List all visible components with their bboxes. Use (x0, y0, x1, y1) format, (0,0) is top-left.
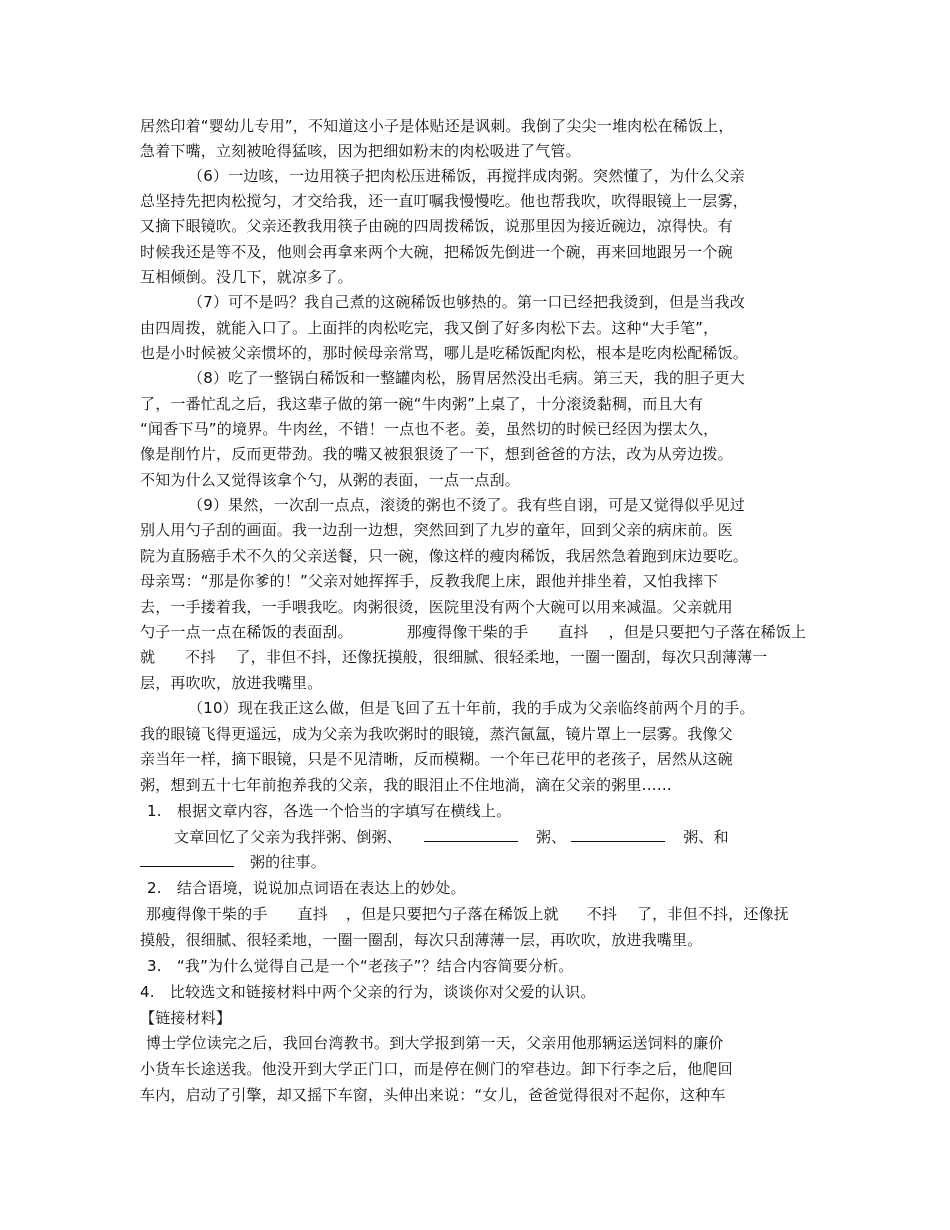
text-segment: 那瘦得像干柴的手 (146, 905, 268, 923)
paragraph-9-start: （9）果然，一次刮一点点，滚烫的粥也不烫了。我有些自诩，可是又觉得似乎见过 (188, 496, 745, 514)
answer-blank-3 (140, 852, 234, 867)
text-line: 亲当年一样，摘下眼镜，只是不见清晰，反而模糊。一个年已花甲的老孩子，居然从这碗 (140, 750, 733, 768)
paragraph-6-start: （6）一边咳，一边用筷子把肉松压进稀饭，再搅拌成肉粥。突然懂了，为什么父亲 (188, 167, 745, 185)
text-segment: 了，非但不抖，还像抚 (636, 905, 789, 923)
text-line (140, 622, 806, 642)
paragraph-10-start: （10）现在我正这么做，但是飞回了五十年前，我的手成为父亲临终前两个月的手。 (188, 699, 755, 717)
text-line: 时候我还是等不及，他则会再拿来两个大碗，把稀饭先倒进一个碗，再来回地跟另一个碗 (140, 243, 733, 261)
question-1-line (140, 852, 326, 872)
link-material-text: 小货车长途送我。他没开到大学正门口，而是停在侧门的窄巷边。卸下行李之后，他爬回 (140, 1060, 733, 1078)
paragraph-7-start: （7）可不是吗？我自己煮的这碗稀饭也够热的。第一口已经把我烫到，但是当我改 (188, 293, 745, 311)
question-1: 1. 根据文章内容，各选一个恰当的字填写在横线上。 (147, 802, 512, 820)
text-line: 也是小时候被父亲惯坏的，那时候母亲常骂，哪儿是吃稀饭配肉松，根本是吃肉松配稀饭。 (140, 344, 749, 362)
question-2: 2. 结合语境，说说加点词语在表达上的妙处。 (147, 879, 466, 897)
text-line: “闻香下马”的境界。牛肉丝，不错！一点也不老。姜，虽然切的时候已经因为摆太久， (140, 420, 719, 438)
text-line: 院为直肠癌手术不久的父亲送餐，只一碗，像这样的瘦肉稀饭，我居然急着跑到床边要吃。 (140, 547, 749, 565)
text-line: 我的眼镜飞得更遥远，成为父亲为我吹粥时的眼镜，蒸汽氤氲，镜片罩上一层雾。我像父 (140, 725, 733, 743)
question-2-quote (146, 904, 789, 924)
text-segment: 那瘦得像干柴的手 (406, 623, 529, 641)
text-line: 层，再吹吹，放进我嘴里。 (140, 674, 323, 692)
text-line: 像是削竹片，反而更带劲。我的嘴又被狠狠烫了一下，想到爸爸的方法，改为从旁边拨。 (140, 445, 733, 463)
answer-blank-2 (571, 827, 665, 842)
emphasized-word: 直抖 (558, 623, 589, 641)
link-material-heading: 【链接材料】 (140, 1009, 232, 1027)
emphasized-word: 直抖 (297, 905, 328, 923)
question-4: 4. 比较选文和链接材料中两个父亲的行为，谈谈你对父爱的认识。 (140, 983, 596, 1001)
link-material-text: 车内，启动了引擎，却又摇下车窗，头伸出来说：“女儿，爸爸觉得很对不起你，这种车 (140, 1086, 726, 1104)
text-line: 去，一手搂着我，一手喂我吃。肉粥很烫，医院里没有两个大碗可以用来减温。父亲就用 (140, 598, 733, 616)
text-line: 别人用勺子刮的画面。我一边刮一边想，突然回到了九岁的童年，回到父亲的病床前。医 (140, 521, 733, 539)
question-3: 3. “我”为什么觉得自己是一个“老孩子”？结合内容简要分析。 (147, 957, 574, 975)
text-line: 粥，想到五十七年前抱养我的父亲，我的眼泪止不住地淌，滴在父亲的粥里…… (140, 776, 673, 794)
text-segment: ，但是只要把勺子落在稀饭上就 (345, 905, 559, 923)
link-material-text: 博士学位读完之后，我回台湾教书。到大学报到第一天，父亲用他那辆运送饲料的廉价 (146, 1034, 724, 1052)
text-segment: 粥的往事。 (249, 853, 326, 871)
text-segment: 文章回忆了父亲为我拌粥、倒粥、 (174, 828, 403, 846)
text-line: 母亲骂：“那是你爹的！”父亲对她挥挥手，反教我爬上床，跟他并排坐着，又怕我摔下 (140, 572, 719, 590)
text-segment: 粥、和 (683, 828, 729, 846)
text-line: 总坚持先把肉松搅匀，才交给我，还一直叮嘱我慢慢吃。他也帮我吹，吹得眼镜上一层雾， (140, 192, 749, 210)
question-2-quote: 摸般，很细腻、很轻柔地，一圈一圈刮，每次只刮薄薄一层，再吹吹，放进我嘴里。 (140, 931, 703, 949)
emphasized-word: 不抖 (185, 648, 216, 666)
text-segment: 就 (140, 648, 156, 666)
text-segment: 了，非但不抖，还像抚摸般，很细腻、很轻柔地，一圈一圈刮，每次只刮薄薄一 (235, 648, 768, 666)
text-segment: 粥、 (535, 828, 567, 846)
text-line: 不知为什么又觉得该拿个勺，从粥的表面，一点一点刮。 (140, 471, 521, 489)
emphasized-word: 不抖 (586, 905, 618, 923)
text-line: 由四周拨，就能入口了。上面拌的肉松吃完，我又倒了好多肉松下去。这种“大手笔”， (140, 319, 719, 337)
question-1-line (174, 827, 729, 847)
text-line: 了，一番忙乱之后，我这辈子做的第一碗“牛肉粥”上桌了，十分滚烫黏稠，而且大有 (140, 395, 704, 413)
answer-blank-1 (424, 827, 518, 842)
text-line: 又摘下眼镜吹。父亲还教我用筷子由碗的四周拨稀饭，说那里因为接近碗边，凉得快。有 (140, 217, 733, 235)
text-segment: 勺子一点一点在稀饭的表面刮。 (140, 623, 353, 641)
text-segment: ，但是只要把勺子落在稀饭上 (608, 623, 807, 641)
paragraph-8-start: （8）吃了一整锅白稀饭和一整罐肉松，肠胃居然没出毛病。第三天，我的胆子更大 (188, 369, 745, 387)
text-line: 急着下嘴，立刻被呛得猛咳，因为把细如粉末的肉松吸进了气管。 (140, 142, 581, 160)
text-line: 居然印着“婴幼儿专用”，不知道这小子是体贴还是讽刺。我倒了尖尖一堆肉松在稀饭上， (140, 117, 734, 135)
text-line: 互相倾倒。没几下，就凉多了。 (140, 268, 353, 286)
text-line (140, 647, 768, 667)
